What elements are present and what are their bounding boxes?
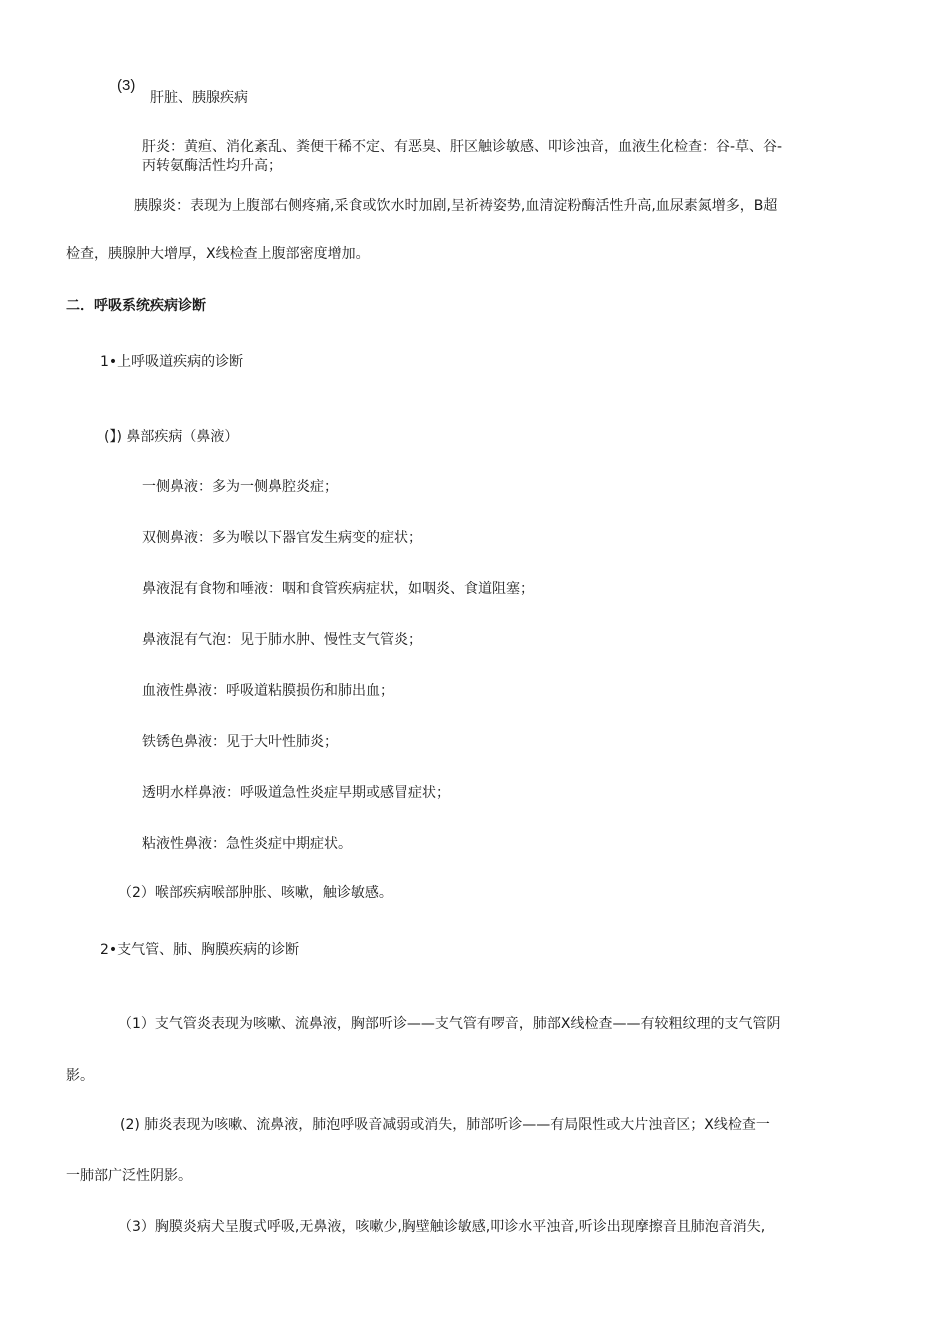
subheading-bronchi-lung-pleura: 2•支气管、肺、胸膜疾病的诊断	[100, 942, 300, 958]
pleurisy-line-1: （3）胸膜炎病犬呈腹式呼吸,无鼻液，咳嗽少,胸壁触诊敏感,叩诊水平浊音,听诊出现摩擦音且肺泡音消失,	[118, 1219, 766, 1235]
nasal-item: 透明水样鼻液：呼吸道急性炎症早期或感冒症状；	[142, 785, 450, 801]
bronchitis-line-2: 影。	[66, 1068, 94, 1084]
item-throat-disease: （2）喉部疾病喉部肿胀、咳嗽，触诊敏感。	[118, 885, 393, 901]
hepatitis-line-2: 丙转氨酶活性均升高；	[142, 158, 282, 174]
nasal-item: 一侧鼻液：多为一侧鼻腔炎症；	[142, 479, 338, 495]
hepatitis-line-1: 肝炎：黄疸、消化紊乱、粪便干稀不定、有恶臭、肝区触诊敏感、叩诊浊音，血液生化检查：谷-草、谷-	[142, 139, 783, 155]
pneumonia-line-2: 一肺部广泛性阴影。	[66, 1168, 192, 1184]
heading-respiratory: 二．呼吸系统疾病诊断	[66, 298, 206, 314]
nasal-item: 鼻液混有气泡：见于肺水肿、慢性支气管炎；	[142, 632, 422, 648]
item-nasal-disease: (】) 鼻部疾病（鼻液）	[104, 429, 239, 445]
nasal-item: 铁锈色鼻液：见于大叶性肺炎；	[142, 734, 338, 750]
nasal-item: 血液性鼻液：呼吸道粘膜损伤和肺出血；	[142, 683, 394, 699]
section-title: 肝脏、胰腺疾病	[150, 90, 248, 106]
pancreatitis-line-2: 检查，胰腺肿大增厚，X线检查上腹部密度增加。	[66, 246, 370, 262]
pancreatitis-line-1: 胰腺炎：表现为上腹部右侧疼痛,采食或饮水时加剧,呈祈祷姿势,血清淀粉酶活性升高,血尿素氮增多，B超	[134, 198, 778, 214]
section-number: (3)	[117, 77, 136, 94]
subheading-upper-respiratory: 1•上呼吸道疾病的诊断	[100, 354, 244, 370]
nasal-item: 鼻液混有食物和唾液：咽和食管疾病症状，如咽炎、食道阻塞；	[142, 581, 534, 597]
nasal-item: 双侧鼻液：多为喉以下器官发生病变的症状；	[142, 530, 422, 546]
pneumonia-line-1: (2) 肺炎表现为咳嗽、流鼻液，肺泡呼吸音减弱或消失，肺部听诊——有局限性或大片浊音区；X线检查一	[120, 1117, 770, 1133]
nasal-item: 粘液性鼻液：急性炎症中期症状。	[142, 836, 352, 852]
bronchitis-line-1: （1）支气管炎表现为咳嗽、流鼻液，胸部听诊——支气管有啰音，肺部X线检查——有较粗纹理的支气管阴	[118, 1016, 781, 1032]
